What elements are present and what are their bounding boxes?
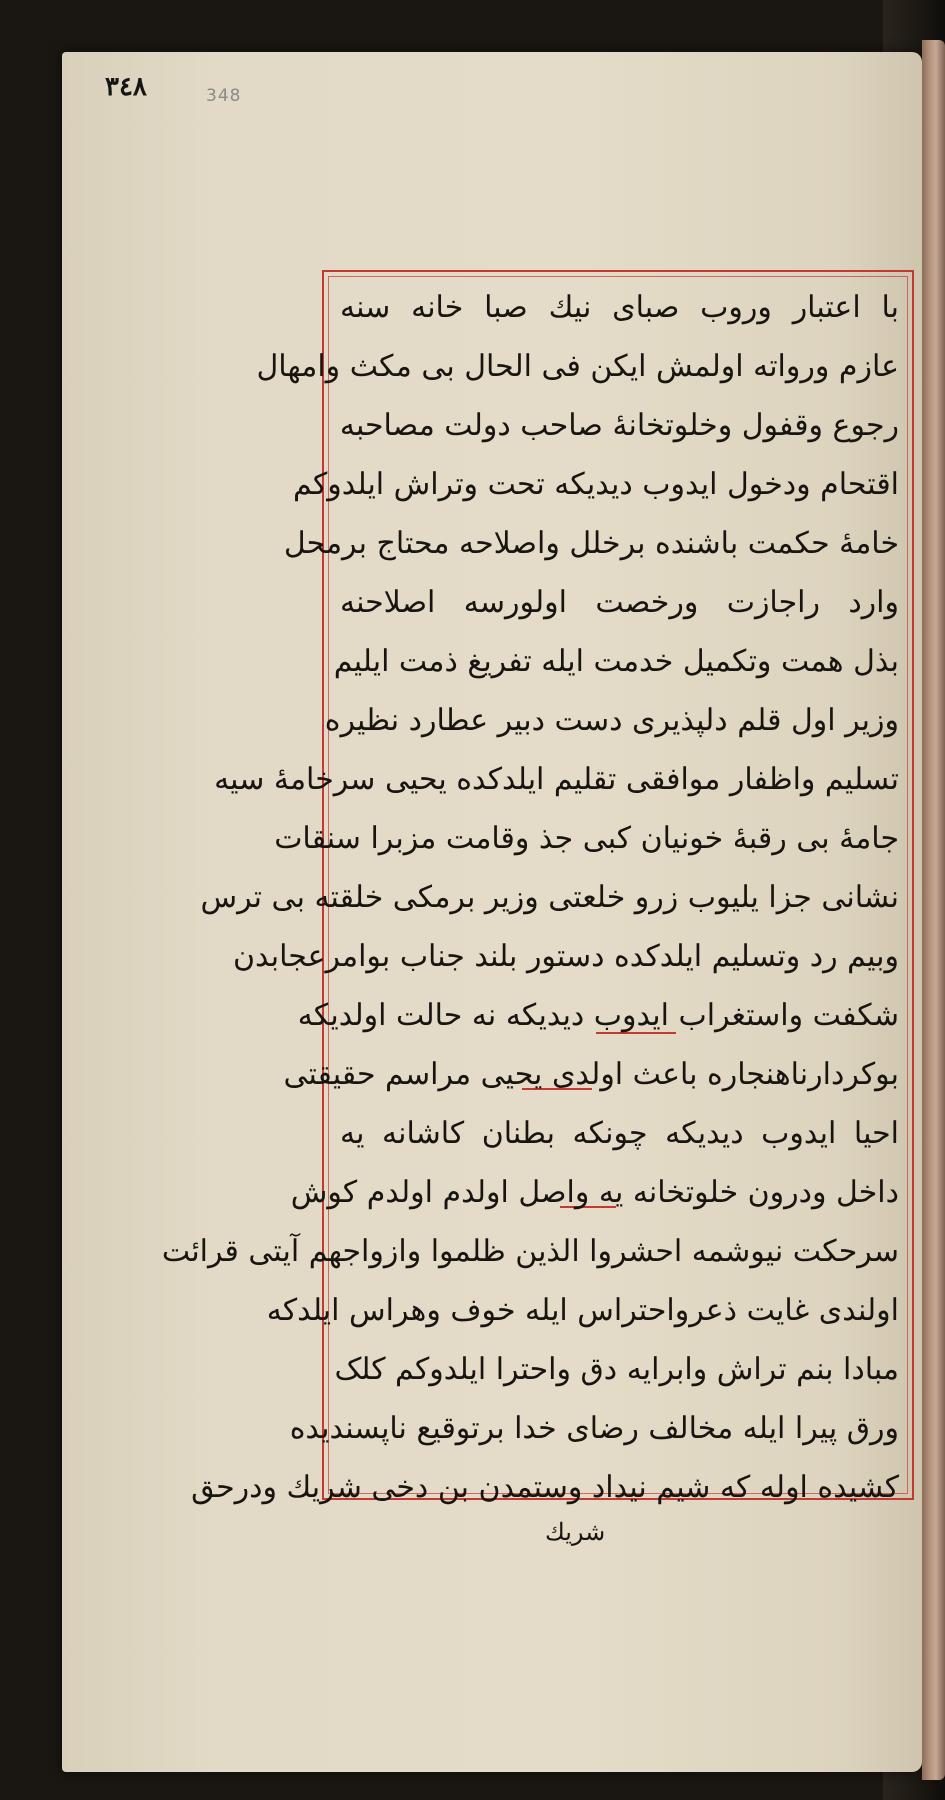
- text-line: عازم ورواته اولمش ایکن فی الحال بی مکث وامهال: [256, 349, 899, 384]
- text-line: شکفت واستغراب ایدوب دیدیکه نه حالت اولدیکه: [297, 998, 899, 1033]
- text-line: مبادا بنم تراش وابرایه دق واحترا ایلدوکم کلک: [334, 1352, 899, 1387]
- text-line: بذل همت وتکمیل خدمت ایله تفریغ ذمت ایلیم: [333, 644, 899, 679]
- text-line: داخل ودرون خلوتخانه یه واصل اولدم اولدم کوش: [290, 1175, 899, 1210]
- text-line: با اعتبار وروب صبای نیك صبا خانه سنه: [340, 290, 899, 325]
- text-line: کشیده اوله که شیم نیداد وستمدن بن دخی شریك ودرحق: [191, 1470, 899, 1505]
- text-line: جامهٔ بی رقبهٔ خونیان کبی جذ وقامت مزبرا سنقات: [274, 821, 899, 856]
- text-line: نشانی جزا یلیوب زرو خلعتی وزیر برمکی خلقته بی ترس: [200, 880, 899, 915]
- catchword: شریك: [545, 1518, 606, 1546]
- text-line: بوکردارناهنجاره باعث اولدی یحیی مراسم حقیقتی: [283, 1057, 899, 1092]
- folio-pencil-number: 348: [206, 86, 242, 106]
- text-line: رجوع وقفول وخلوتخانهٔ صاحب دولت مصاحبه: [339, 408, 899, 443]
- text-line: وارد راجازت ورخصت اولورسه اصلاحنه: [340, 585, 899, 620]
- text-block: [161, 278, 907, 1505]
- text-line: احیا ایدوب دیدیکه چونکه بطنان کاشانه یه: [340, 1116, 899, 1151]
- text-line: وبیم رد وتسلیم ایلدکده دستور بلند جناب بوامرعجابدن: [232, 939, 899, 974]
- page-edge: [922, 40, 945, 1780]
- text-line: اقتحام ودخول ایدوب دیدیکه تحت وتراش ایلدوکم: [293, 467, 899, 502]
- text-line: اولندی غایت ذعرواحتراس ایله خوف وهراس ایلدکه: [266, 1293, 899, 1328]
- text-line: وزیر اول قلم دلپذیری دست دبیر عطارد نظیره: [324, 703, 899, 738]
- text-line: ورق پیرا ایله مخالف رضای خدا برتوقیع ناپسندیده: [289, 1411, 899, 1446]
- folio-number: ٣٤٨: [105, 72, 147, 102]
- text-line: تسلیم واظفار موافقی تقلیم ایلدکده یحیی سرخامهٔ سیه: [214, 762, 899, 797]
- text-line: خامهٔ حکمت باشنده برخلل واصلاحه محتاج برمحل: [283, 526, 899, 561]
- text-line: سرحکت نیوشمه احشروا الذین ظلموا وازواجهم آیتی قرائت: [161, 1234, 899, 1269]
